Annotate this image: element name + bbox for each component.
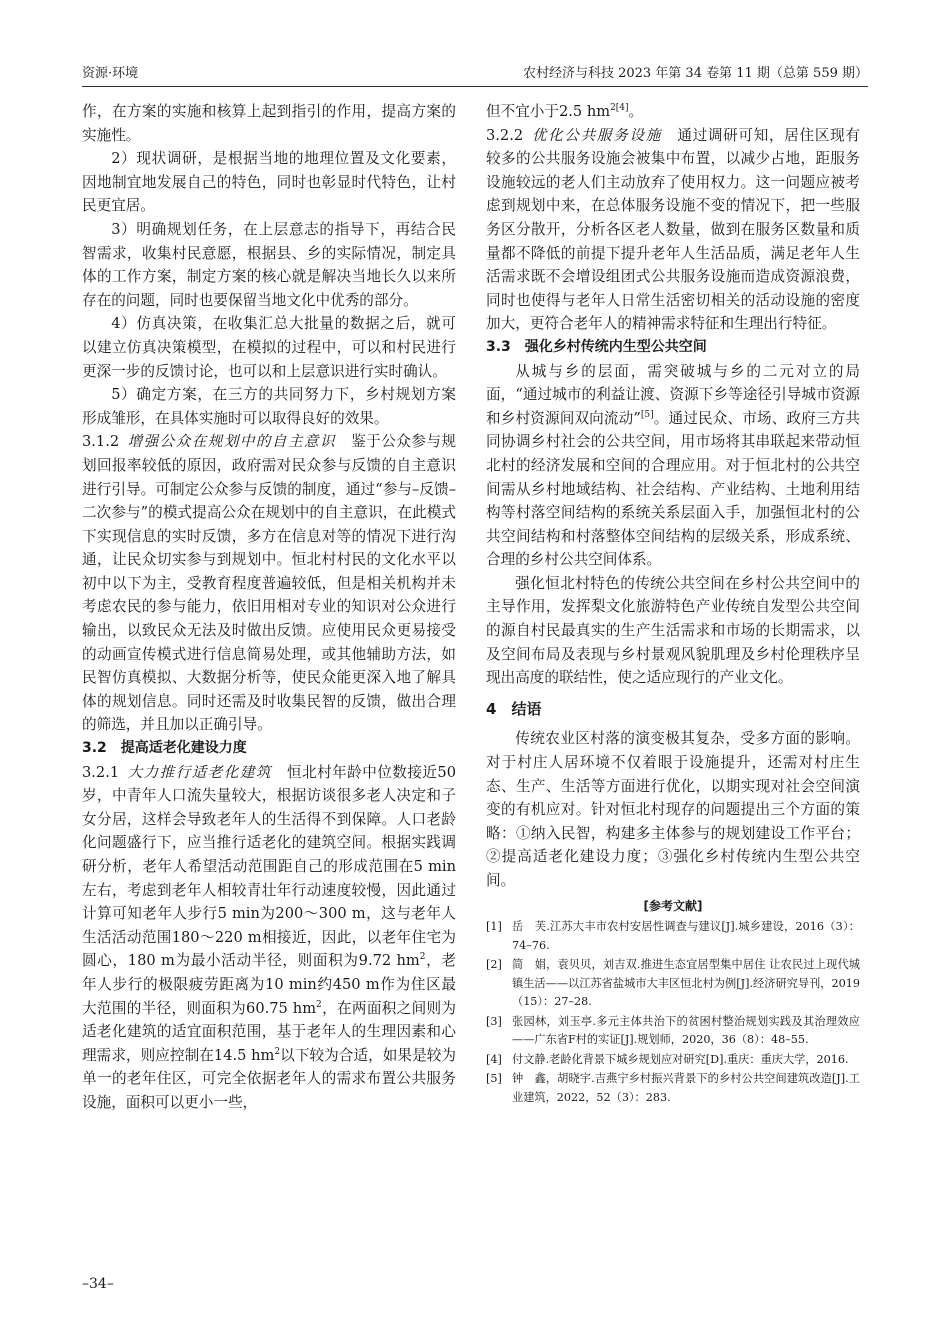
reference-item [486, 1051, 860, 1070]
text-run: 。通过民众、市场、政府三方共同协调乡村社会的公共空间，用市场将其串联起来带动恒北村的经济发展和空间的合理应用。对于恒北村的公共空间需从乡村地域结构、社会结构、产业结构、土地利用结构等村落空间结构的系统关系层面入手，加强恒北村的公共空间结构和村落整体空间结构的层级关系，形成系统、合理的乡村公共空间体系。 [486, 409, 860, 569]
section-text: ，在两面积之间则为适老化建筑的适宜面积范围，基于老年人的生理因素和心理需求，则应控制在14.5 hm [82, 999, 456, 1064]
reference-number: [1] [486, 920, 502, 934]
paragraph [486, 360, 860, 572]
paragraph: 2）现状调研，是根据当地的地理位置及文化要素，因地制宜地发展自己的特色，同时也彰显时代特色，让村民更宜居。 [82, 150, 456, 215]
reference-text: 张园林，刘玉亭.多元主体共治下的贫困村整治规划实践及其治理效应——广东省F村的实证[J].规划师，2020，36（8）：48–55. [512, 1014, 860, 1047]
header-section: 资源·环境 [82, 66, 139, 81]
section-text: 以下较为合适，如果是较为单一的老年住区，可完全依据老年人的需求布置公共服务设施，面积可以更小一些， [82, 1046, 456, 1111]
reference-item [486, 918, 860, 955]
reference-item [486, 956, 860, 1012]
reference-item [486, 1070, 860, 1107]
reference-item [486, 1013, 860, 1050]
page-header [82, 62, 868, 87]
superscript: 2[4] [610, 103, 629, 114]
left-column [82, 100, 456, 1115]
reference-number: [5] [486, 1072, 502, 1086]
section-text: 鉴于公众参与规划回报率较低的原因，政府需对民众参与反馈的自主意识进行引导。可制定公众参与反馈的制度，通过“参与–反馈–二次参与”的模式提高公众在规划中的自主意识，在此模式下实现信息的实时反馈，多方在信息对等的情况下进行沟通，让民众切实参与到规划中。恒北村村民的文化水平以初中以下为主，受教育程度普遍较低，但是相关机构并未考虑农民的参与能力，依旧用相对专业的知识对公众进行输出，以致民众无法及时做出反馈。应使用民众更易接受的动画宣传模式进行信息简易处理，或其他辅助方法，如民智仿真模拟、大数据分析等，使民众能更深入地了解具体的规划信息。同时还需及时收集民智的反馈，做出合理的筛选，并且加以正确引导。 [82, 433, 456, 734]
section-title: 增强公众在规划中的自主意识 [127, 433, 337, 451]
section-text: 恒北村年龄中位数接近50岁，中青年人口流失量较大，根据访谈很多老人决定和子女分居，这样会导致老年人的生活得不到保障。人口老龄化问题盛行下，应当推行适老化的建筑空间。根据实践调研分析，老年人希望活动范围距自己的形成范围在5 min左右，考虑到老年人相较青壮年行动速度较慢，因此通过计算可知老年人步行5 min为200～300 m，这与老年人生活活动范围180～220 m相接近，因此，以老年住宅为圆心，180 m为最小活动半径，则面积为9.72 hm [82, 763, 456, 970]
section-text: 通过调研可知，居住区现有较多的公共服务设施会被集中布置，以减少占地，距服务设施较远的老人们主动放弃了使用权力。这一问题应被考虑到规划中来，在总体服务设施不变的情况下，把一些服务区分散开，分析各区老人数量，做到在服务区数量和质量都不降低的前提下提升老年人生活品质，满足老年人生活需求既不会增设组团式公共服务设施而造成资源浪费，同时也使得与老年人日常生活密切相关的活动设施的密度加大，更符合老年人的精神需求特征和生理出行特征。 [486, 126, 860, 333]
superscript: 2 [316, 999, 322, 1010]
references-list [486, 918, 860, 1107]
section-title: 结语 [511, 699, 542, 718]
section-number: 3.2.2 [486, 126, 524, 144]
reference-text: 岳 芙.江苏大丰市农村安居性调查与建议[J].城乡建设，2016（3）：74–76. [512, 920, 860, 952]
citation: [5] [640, 409, 654, 420]
reference-text: 付文静.老龄化背景下城乡规划应对研究[D].重庆：重庆大学，2016. [512, 1052, 849, 1066]
paragraph: 强化恒北村特色的传统公共空间在乡村公共空间中的主导作用，发挥梨文化旅游特色产业传统自发型公共空间的源自村民最真实的生产生活需求和市场的长期需求，以及空间布局及表现与乡村景观风貌肌理及乡村伦理秩序呈现出高度的联结性，使之适应现行的产业文化。 [486, 574, 860, 687]
reference-text: 简 娟，袁贝贝，刘吉双.推进生态宜居型集中居住 让农民过上现代城镇生活——以江苏省盐城市大丰区恒北村为例[J].经济研究导刊，2019（15）：27–28. [512, 958, 860, 1009]
section-heading-4 [486, 698, 860, 722]
section-number: 3.2.1 [82, 763, 120, 781]
section-3-2-1 [82, 761, 456, 1115]
section-number: 4 [486, 699, 497, 718]
paragraph [486, 100, 860, 124]
text-run: 。 [628, 103, 644, 120]
reference-number: [4] [486, 1052, 502, 1066]
section-heading-3-3: 3.3 强化乡村传统内生型公共空间 [486, 338, 707, 355]
reference-number: [3] [486, 1014, 502, 1028]
paragraph: 传统农业区村落的演变极其复杂，受多方面的影响。对于村庄人居环境不仅着眼于设施提升，还需对村庄生态、生产、生活等方面进行优化，以期实现对社会空间演变的有机应对。针对恒北村现存的问题提出三个方面的策略：①纳入民智，构建多主体参与的规划建设工作平台；②提高适老化建设力度；③强化乡村传统内生型公共空间。 [486, 730, 860, 889]
paragraph: 5）确定方案，在三方的共同努力下，乡村规划方案形成雏形，在具体实施时可以取得良好的效果。 [82, 386, 456, 427]
reference-text: 钟 鑫，胡晓宇.吉燕宁乡村振兴背景下的乡村公共空间建筑改造[J].工业建筑，2022，52（3）：283. [512, 1072, 860, 1104]
text-run: 但不宜小于2.5 hm [486, 103, 611, 120]
paragraph: 4）仿真决策，在收集汇总大批量的数据之后，就可以建立仿真决策模型，在模拟的过程中，可以和村民进行更深一步的反馈讨论，也可以和上层意识进行实时确认。 [82, 315, 456, 380]
section-heading-3-2: 3.2 提高适老化建设力度 [82, 740, 247, 757]
section-title: 大力推行适老化建筑 [127, 763, 272, 781]
paragraph: 作，在方案的实施和核算上起到指引的作用，提高方案的实施性。 [82, 103, 456, 144]
page-number: –34– [82, 1276, 114, 1292]
section-text: ，老年人步行的极限疲劳距离为10 min约450 m作为住区最大范围的半径，则面积为60.75 hm [82, 952, 456, 1017]
section-3-2-2 [486, 124, 860, 336]
section-3-1-2 [82, 430, 456, 737]
text-run: 从城与乡的层面，需突破城与乡的二元对立的局面，“通过城市的利益让渡、资源下乡等途径引导城市资源和乡村资源间双向流动” [486, 362, 860, 427]
references-title: [参考文献] [643, 898, 703, 913]
section-number: 3.1.2 [82, 433, 120, 451]
paragraph: 3）明确规划任务，在上层意志的指导下，再结合民智需求，收集村民意愿，根据县、乡的实际情况，制定具体的工作方案，制定方案的核心就是解决当地长久以来所存在的问题，同时也要保留当地文化中优秀的部分。 [82, 220, 456, 309]
section-title: 优化公共服务设施 [531, 126, 663, 144]
right-column [486, 100, 860, 1108]
reference-number: [2] [486, 958, 502, 972]
header-journal-info: 农村经济与科技 2023 年第 34 卷第 11 期（总第 559 期） [522, 66, 868, 81]
superscript: 2 [419, 952, 426, 963]
superscript: 2 [274, 1046, 281, 1057]
